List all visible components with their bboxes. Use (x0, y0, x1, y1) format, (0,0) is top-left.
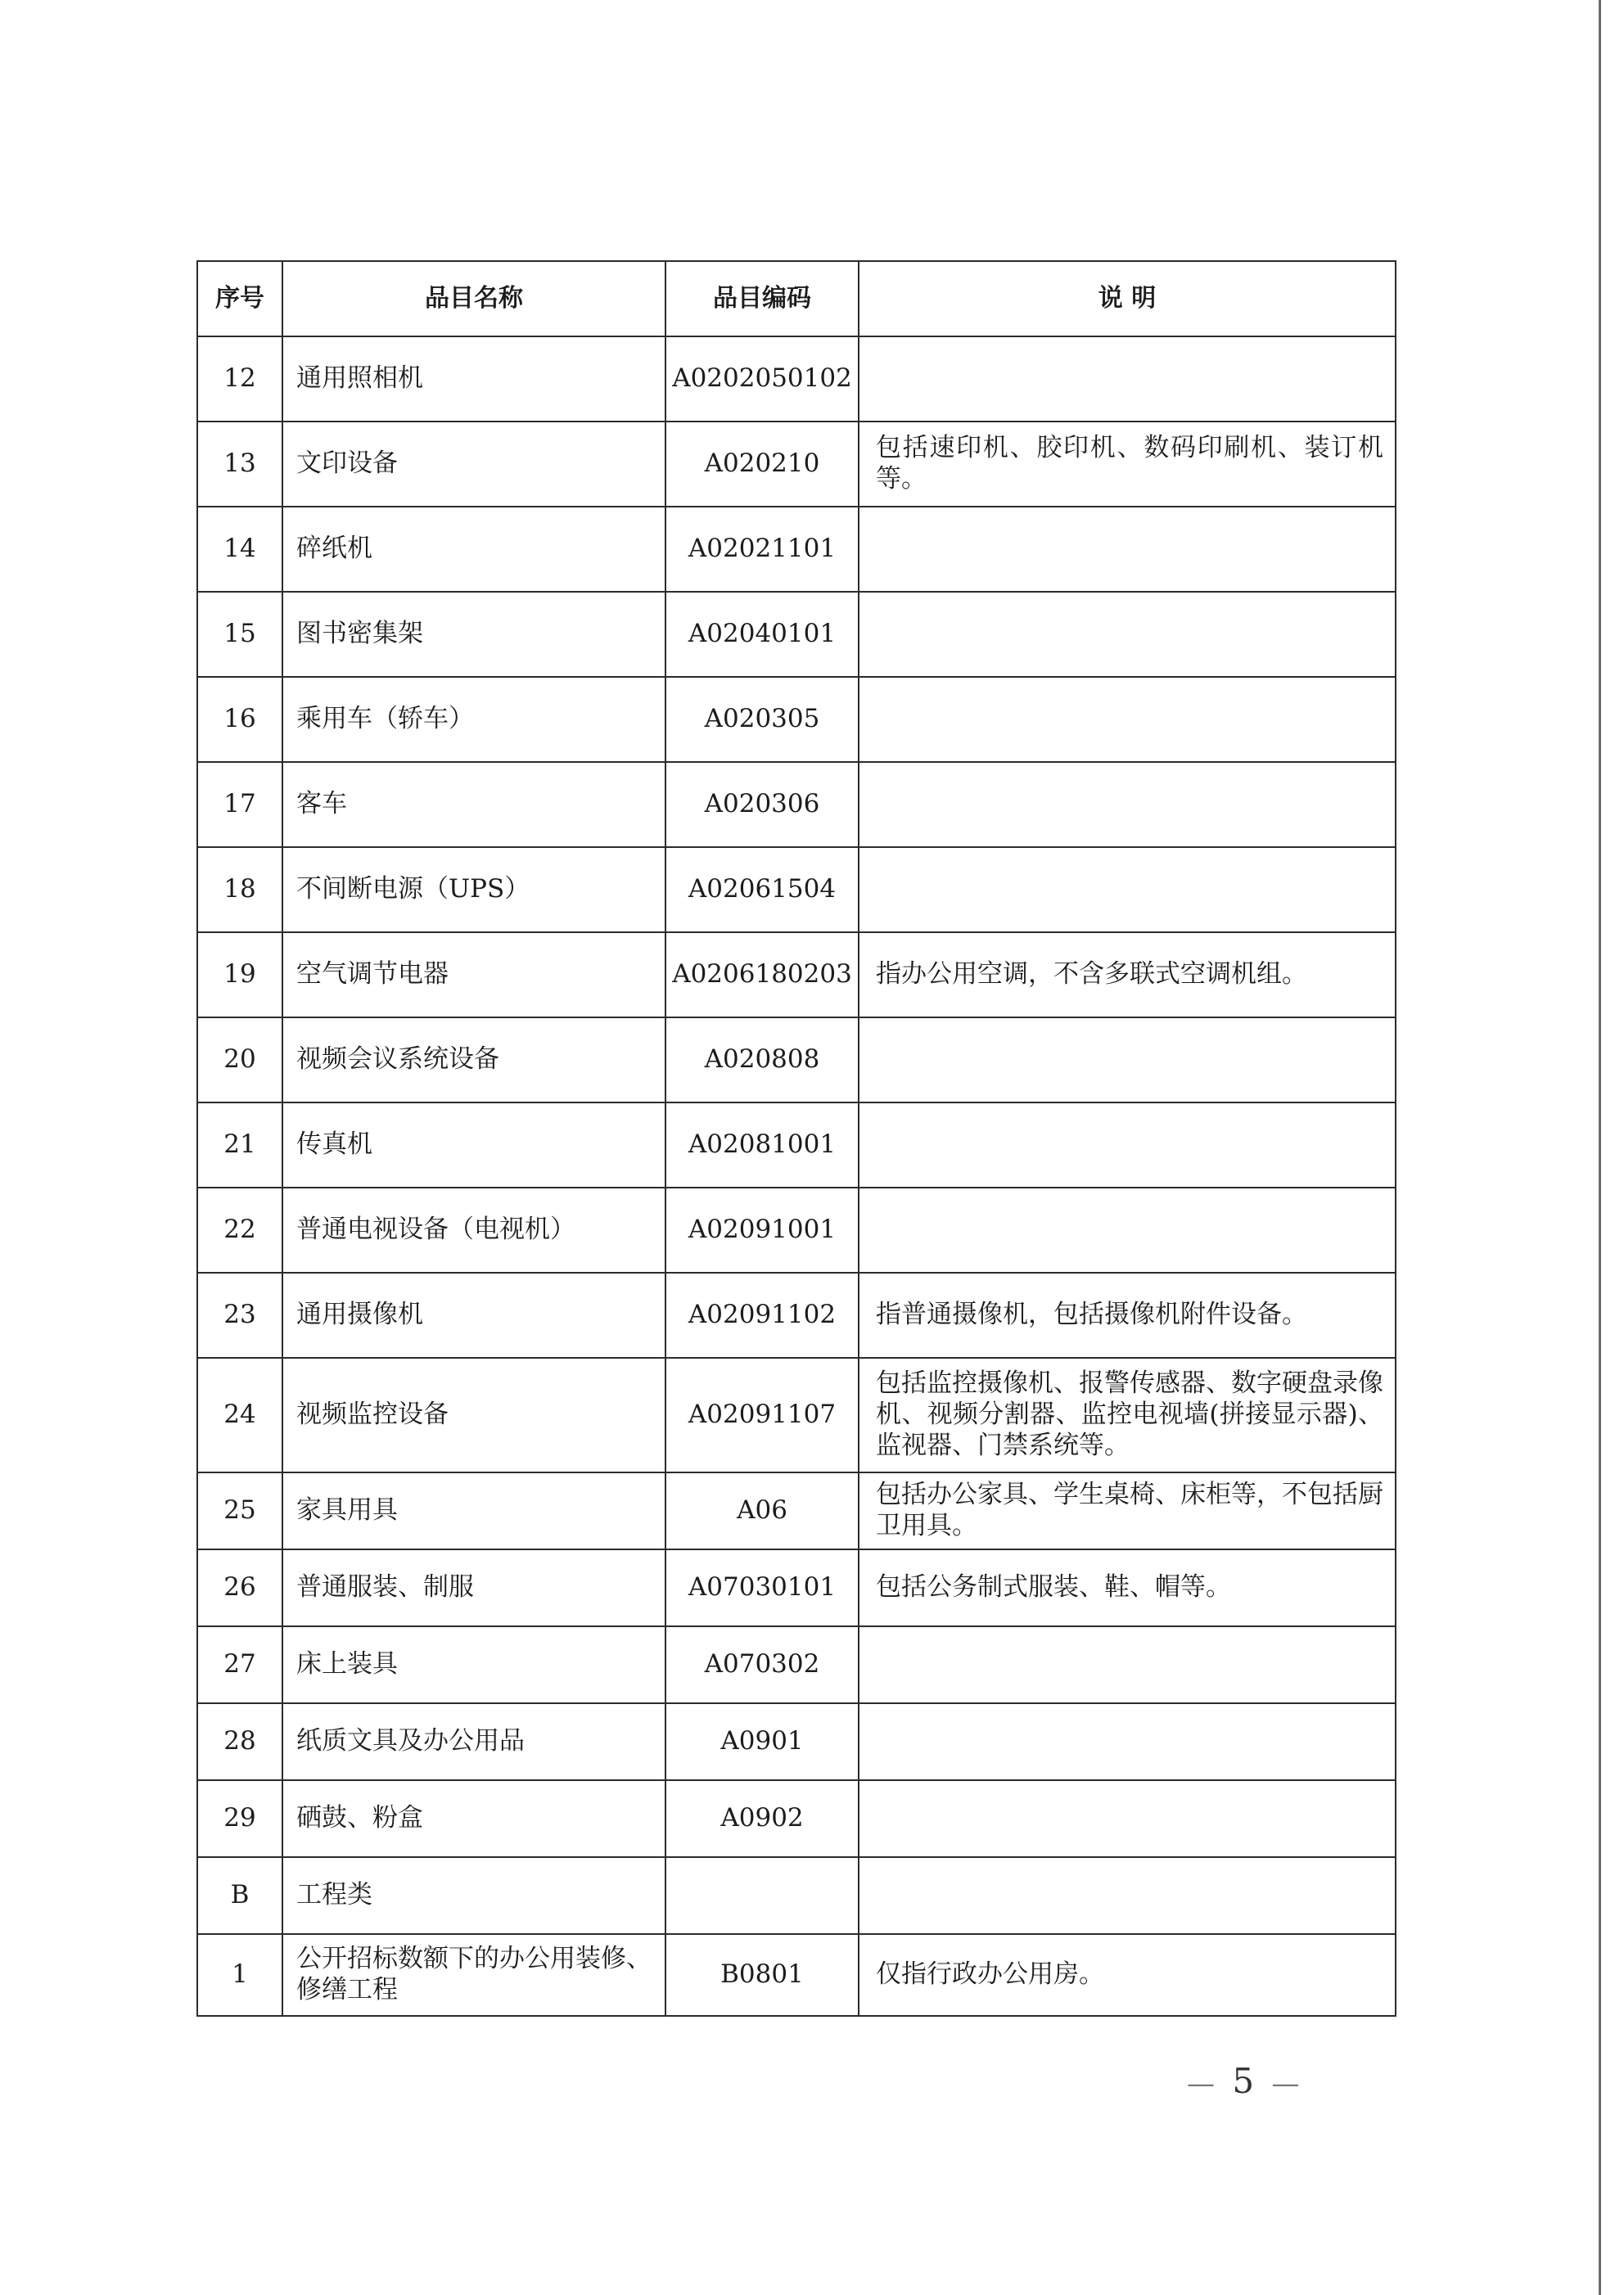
procurement-catalog-table (196, 260, 1396, 2017)
cell-description (859, 847, 1396, 932)
table-row (197, 1358, 1396, 1472)
cell-serial-number: 21 (197, 1102, 282, 1188)
table-row (197, 1017, 1396, 1102)
table-row (197, 1780, 1396, 1857)
table-row (197, 1102, 1396, 1188)
cell-item-code (665, 1857, 859, 1934)
cell-description (859, 1102, 1396, 1188)
cell-item-name: 视频监控设备 (282, 1358, 665, 1472)
cell-item-name: 文印设备 (282, 422, 665, 507)
cell-item-code: A020305 (665, 677, 859, 762)
cell-item-name: 空气调节电器 (282, 932, 665, 1017)
cell-item-code: A0902 (665, 1780, 859, 1857)
cell-item-code: A070302 (665, 1626, 859, 1703)
table-row (197, 422, 1396, 507)
cell-serial-number: 15 (197, 592, 282, 677)
table-row (197, 1188, 1396, 1273)
table-row (197, 677, 1396, 762)
header-description: 说 明 (859, 261, 1396, 336)
cell-description (859, 1188, 1396, 1273)
header-item-name: 品目名称 (282, 261, 665, 336)
cell-item-name: 乘用车（轿车） (282, 677, 665, 762)
cell-item-code: A020808 (665, 1017, 859, 1102)
page-footer (1187, 2061, 1302, 2101)
cell-description (859, 1626, 1396, 1703)
cell-item-code: A0206180203 (665, 932, 859, 1017)
cell-item-code: A02091102 (665, 1273, 859, 1358)
cell-description (859, 1780, 1396, 1857)
cell-serial-number: 28 (197, 1703, 282, 1780)
cell-item-name: 床上装具 (282, 1626, 665, 1703)
table-body (197, 336, 1396, 2016)
table-row (197, 1472, 1396, 1549)
cell-item-name: 公开招标数额下的办公用装修、修缮工程 (282, 1934, 665, 2016)
cell-description: 仅指行政办公用房。 (859, 1934, 1396, 2016)
cell-item-name: 家具用具 (282, 1472, 665, 1549)
cell-item-code: A020210 (665, 422, 859, 507)
cell-serial-number: 14 (197, 507, 282, 592)
cell-description: 指普通摄像机，包括摄像机附件设备。 (859, 1273, 1396, 1358)
table-row (197, 1626, 1396, 1703)
cell-serial-number: 16 (197, 677, 282, 762)
header-serial-number: 序号 (197, 261, 282, 336)
cell-item-name: 不间断电源（UPS） (282, 847, 665, 932)
cell-item-name: 传真机 (282, 1102, 665, 1188)
cell-item-name: 碎纸机 (282, 507, 665, 592)
cell-description: 包括监控摄像机、报警传感器、数字硬盘录像机、视频分割器、监控电视墙(拼接显示器)、监视器、门禁系统等。 (859, 1358, 1396, 1472)
cell-serial-number: 17 (197, 762, 282, 847)
cell-serial-number: 19 (197, 932, 282, 1017)
cell-serial-number: 13 (197, 422, 282, 507)
cell-item-name: 通用照相机 (282, 336, 665, 422)
cell-serial-number: 26 (197, 1549, 282, 1626)
cell-item-name: 客车 (282, 762, 665, 847)
table-row (197, 592, 1396, 677)
cell-serial-number: 22 (197, 1188, 282, 1273)
cell-serial-number: 27 (197, 1626, 282, 1703)
table-row (197, 762, 1396, 847)
cell-serial-number: 20 (197, 1017, 282, 1102)
cell-item-name: 普通服装、制服 (282, 1549, 665, 1626)
cell-description (859, 1703, 1396, 1780)
cell-item-code: A0202050102 (665, 336, 859, 422)
cell-description (859, 1017, 1396, 1102)
page-number: 5 (1232, 2061, 1258, 2101)
table-row (197, 507, 1396, 592)
table-row (197, 932, 1396, 1017)
cell-description (859, 1857, 1396, 1934)
cell-item-code: A02021101 (665, 507, 859, 592)
cell-description (859, 677, 1396, 762)
cell-item-name: 纸质文具及办公用品 (282, 1703, 665, 1780)
cell-description (859, 507, 1396, 592)
cell-item-code: A020306 (665, 762, 859, 847)
table-row (197, 1703, 1396, 1780)
cell-serial-number: 29 (197, 1780, 282, 1857)
cell-item-name: 普通电视设备（电视机） (282, 1188, 665, 1273)
table-row (197, 1934, 1396, 2016)
table-row (197, 336, 1396, 422)
table-row (197, 1273, 1396, 1358)
table-header-row (197, 261, 1396, 336)
cell-description (859, 592, 1396, 677)
cell-serial-number: 12 (197, 336, 282, 422)
cell-item-code: B0801 (665, 1934, 859, 2016)
cell-item-code: A02061504 (665, 847, 859, 932)
cell-description (859, 762, 1396, 847)
scan-page-edge (1599, 0, 1601, 2295)
cell-item-name: 工程类 (282, 1857, 665, 1934)
cell-serial-number: 1 (197, 1934, 282, 2016)
table-row (197, 1549, 1396, 1626)
cell-serial-number: 24 (197, 1358, 282, 1472)
header-item-code: 品目编码 (665, 261, 859, 336)
cell-description: 指办公用空调，不含多联式空调机组。 (859, 932, 1396, 1017)
cell-item-code: A07030101 (665, 1549, 859, 1626)
cell-description: 包括速印机、胶印机、数码印刷机、装订机等。 (859, 422, 1396, 507)
table-row (197, 847, 1396, 932)
cell-item-code: A0901 (665, 1703, 859, 1780)
cell-description (859, 336, 1396, 422)
cell-description: 包括公务制式服装、鞋、帽等。 (859, 1549, 1396, 1626)
cell-serial-number: 25 (197, 1472, 282, 1549)
cell-serial-number: 18 (197, 847, 282, 932)
cell-item-name: 视频会议系统设备 (282, 1017, 665, 1102)
cell-description: 包括办公家具、学生桌椅、床柜等，不包括厨卫用具。 (859, 1472, 1396, 1549)
cell-item-code: A02091001 (665, 1188, 859, 1273)
cell-item-code: A06 (665, 1472, 859, 1549)
cell-item-name: 硒鼓、粉盒 (282, 1780, 665, 1857)
cell-item-code: A02081001 (665, 1102, 859, 1188)
cell-item-name: 图书密集架 (282, 592, 665, 677)
cell-serial-number: B (197, 1857, 282, 1934)
table-row (197, 1857, 1396, 1934)
cell-item-code: A02040101 (665, 592, 859, 677)
cell-serial-number: 23 (197, 1273, 282, 1358)
cell-item-name: 通用摄像机 (282, 1273, 665, 1358)
footer-dash-left: — (1187, 2067, 1218, 2100)
cell-item-code: A02091107 (665, 1358, 859, 1472)
footer-dash-right: — (1271, 2067, 1303, 2100)
